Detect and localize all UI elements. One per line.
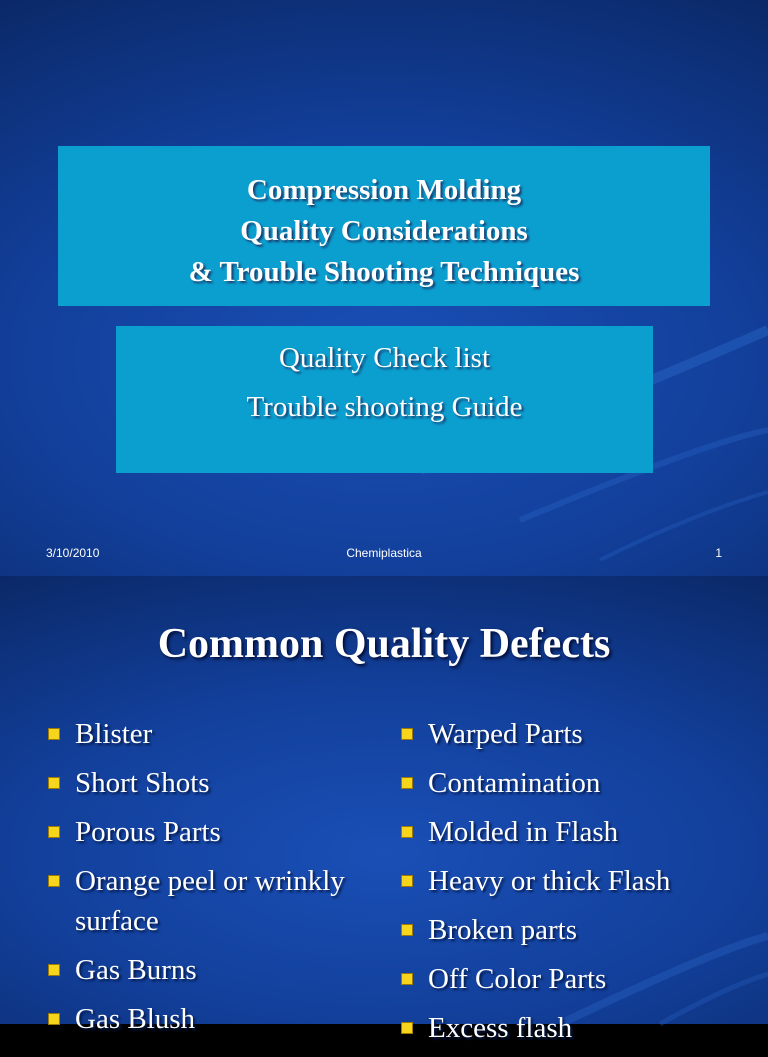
footer-company: Chemiplastica <box>346 546 422 560</box>
square-bullet-icon <box>48 728 60 740</box>
list-item: Porous Parts <box>48 812 388 852</box>
square-bullet-icon <box>401 728 413 740</box>
list-item: Orange peel or wrinkly surface <box>48 861 388 941</box>
list-item: Warped Parts <box>401 714 761 754</box>
square-bullet-icon <box>401 777 413 789</box>
square-bullet-icon <box>48 875 60 887</box>
square-bullet-icon <box>48 826 60 838</box>
square-bullet-icon <box>48 1013 60 1025</box>
list-item: Broken parts <box>401 910 761 950</box>
square-bullet-icon <box>401 924 413 936</box>
title-line-3: & Trouble Shooting Techniques <box>188 256 580 288</box>
list-item: Blister <box>48 714 388 754</box>
defect-list-left <box>48 714 388 1048</box>
list-item: Molded in Flash <box>401 812 761 852</box>
title-line-1: Compression Molding <box>246 174 522 206</box>
title-box <box>58 146 710 306</box>
list-item: Gas Blush <box>48 999 388 1039</box>
list-item: Gas Burns <box>48 950 388 990</box>
square-bullet-icon <box>401 973 413 985</box>
slide-heading: Common Quality Defects <box>157 621 611 667</box>
list-item: Excess flash <box>401 1008 761 1048</box>
title-line-2: Quality Considerations <box>240 215 528 247</box>
square-bullet-icon <box>48 777 60 789</box>
footer-page-number: 1 <box>715 546 722 560</box>
list-item: Heavy or thick Flash <box>401 861 761 901</box>
footer-date: 3/10/2010 <box>46 546 100 560</box>
defect-list-right <box>401 714 761 1057</box>
square-bullet-icon <box>401 875 413 887</box>
subtitle-line-2: Trouble shooting Guide <box>246 391 523 423</box>
subtitle-box <box>116 326 653 473</box>
square-bullet-icon <box>48 964 60 976</box>
list-item: Off Color Parts <box>401 959 761 999</box>
square-bullet-icon <box>401 826 413 838</box>
square-bullet-icon <box>401 1022 413 1034</box>
list-item: Short Shots <box>48 763 388 803</box>
list-item: Contamination <box>401 763 761 803</box>
defects-slide <box>0 576 768 1044</box>
subtitle-line-1: Quality Check list <box>278 342 491 374</box>
